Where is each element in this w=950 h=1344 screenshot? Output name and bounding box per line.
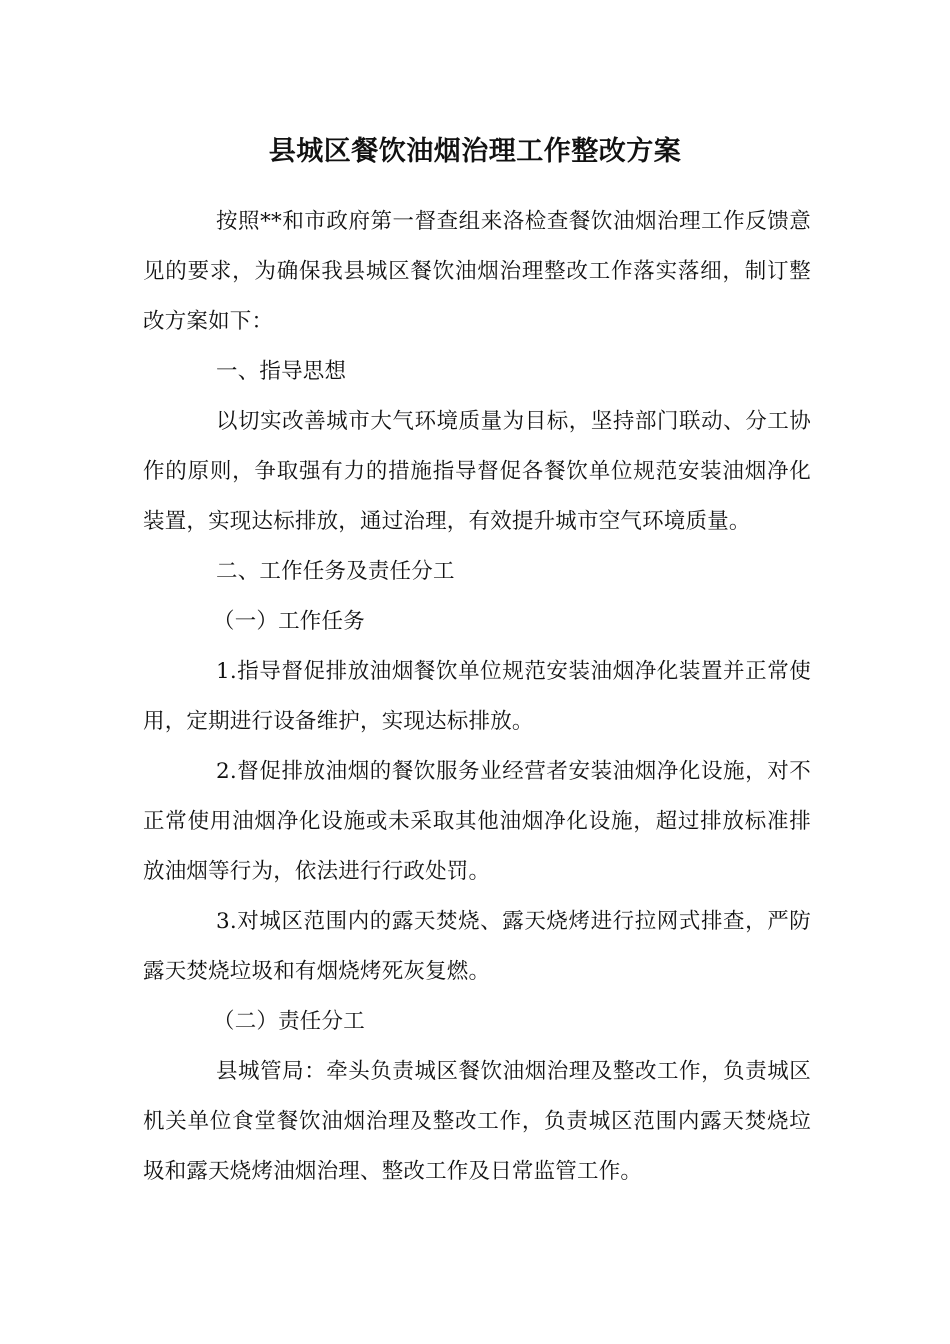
subsection-heading-tasks: （一）工作任务 bbox=[213, 609, 365, 634]
subsection-heading-duties: （二）责任分工 bbox=[213, 1009, 365, 1034]
section-heading-tasks-and-duties: 二、工作任务及责任分工 bbox=[216, 559, 455, 584]
guiding-ideology-paragraph: 以切实改善城市大气环境质量为目标，坚持部门联动、分工协作的原则，争取强有力的措施指导督促各餐饮单位规范安装油烟净化装置，实现达标排放，通过治理，有效提升城市空气环境质量。 bbox=[143, 409, 811, 534]
document-body bbox=[143, 197, 811, 1197]
intro-paragraph: 按照**和市政府第一督查组来洛检查餐饮油烟治理工作反馈意见的要求，为确保我县城区餐饮油烟治理整改工作落实落细，制订整改方案如下： bbox=[143, 209, 811, 334]
document-title: 县城区餐饮油烟治理工作整改方案 bbox=[268, 136, 682, 167]
section-heading-guiding-ideology: 一、指导思想 bbox=[216, 359, 347, 384]
task-item-3: 3.对城区范围内的露天焚烧、露天烧烤进行拉网式排查，严防露天焚烧垃圾和有烟烧烤死灰复燃。 bbox=[143, 909, 811, 984]
duty-paragraph-urban-management: 县城管局：牵头负责城区餐饮油烟治理及整改工作，负责城区机关单位食堂餐饮油烟治理及整改工作，负责城区范围内露天焚烧垃圾和露天烧烤油烟治理、整改工作及日常监管工作。 bbox=[143, 1059, 811, 1184]
task-item-1: 1.指导督促排放油烟餐饮单位规范安装油烟净化装置并正常使用，定期进行设备维护，实现达标排放。 bbox=[143, 659, 811, 734]
task-item-2: 2.督促排放油烟的餐饮服务业经营者安装油烟净化设施，对不正常使用油烟净化设施或未采取其他油烟净化设施，超过排放标准排放油烟等行为，依法进行行政处罚。 bbox=[143, 759, 811, 884]
